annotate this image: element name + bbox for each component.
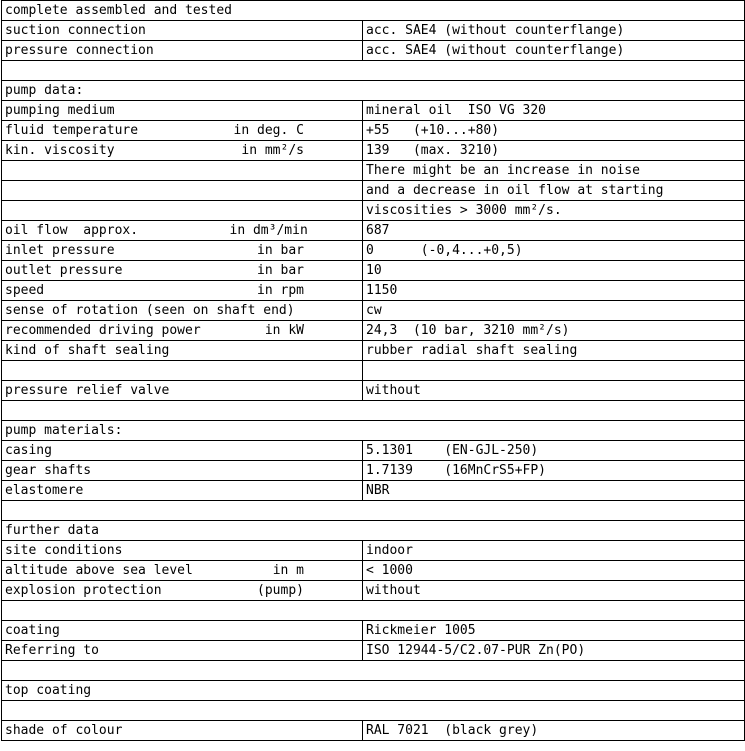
section-cell: pump data: <box>2 81 745 101</box>
section-cell <box>2 661 745 681</box>
row-unit <box>227 361 363 381</box>
row-value: and a decrease in oil flow at starting <box>363 181 745 201</box>
row-unit <box>227 21 363 41</box>
row-value: RAL 7021 (black grey) <box>363 721 745 741</box>
row-value: NBR <box>363 481 745 501</box>
row-label: pressure connection <box>2 41 227 61</box>
specification-table <box>1 0 745 741</box>
table-row <box>2 721 745 741</box>
table-row <box>2 321 745 341</box>
row-label: oil flow approx. <box>2 221 227 241</box>
row-unit <box>227 721 363 741</box>
row-value: acc. SAE4 (without counterflange) <box>363 21 745 41</box>
row-value: 0 (-0,4...+0,5) <box>363 241 745 261</box>
table-row <box>2 221 745 241</box>
row-unit: in kW <box>227 321 363 341</box>
row-value: ISO 12944-5/C2.07-PUR Zn(PO) <box>363 641 745 661</box>
table-row <box>2 81 745 101</box>
row-unit <box>227 201 363 221</box>
table-row <box>2 241 745 261</box>
row-value: 5.1301 (EN-GJL-250) <box>363 441 745 461</box>
section-cell <box>2 501 745 521</box>
row-unit <box>227 481 363 501</box>
specification-table-body <box>2 1 745 741</box>
row-value: There might be an increase in noise <box>363 161 745 181</box>
table-row <box>2 701 745 721</box>
row-label: speed <box>2 281 227 301</box>
row-unit: in mm²/s <box>227 141 363 161</box>
row-value: 10 <box>363 261 745 281</box>
row-unit <box>227 461 363 481</box>
row-label: kin. viscosity <box>2 141 227 161</box>
table-row <box>2 421 745 441</box>
table-row <box>2 61 745 81</box>
table-row <box>2 521 745 541</box>
table-row <box>2 601 745 621</box>
table-row <box>2 261 745 281</box>
row-unit <box>227 181 363 201</box>
row-label: pressure relief valve <box>2 381 227 401</box>
table-row <box>2 281 745 301</box>
row-value: < 1000 <box>363 561 745 581</box>
table-row <box>2 541 745 561</box>
table-row <box>2 201 745 221</box>
row-label: recommended driving power <box>2 321 227 341</box>
row-label: fluid temperature <box>2 121 227 141</box>
table-row <box>2 21 745 41</box>
row-label <box>2 361 227 381</box>
section-cell: top coating <box>2 681 745 701</box>
section-cell: further data <box>2 521 745 541</box>
table-row <box>2 41 745 61</box>
table-row <box>2 361 745 381</box>
row-unit <box>227 641 363 661</box>
row-label: explosion protection <box>2 581 227 601</box>
table-row <box>2 341 745 361</box>
row-unit <box>227 381 363 401</box>
row-unit <box>227 41 363 61</box>
table-row <box>2 461 745 481</box>
table-row <box>2 661 745 681</box>
row-unit <box>227 101 363 121</box>
row-label: inlet pressure <box>2 241 227 261</box>
row-value: acc. SAE4 (without counterflange) <box>363 41 745 61</box>
table-row <box>2 481 745 501</box>
row-value: mineral oil ISO VG 320 <box>363 101 745 121</box>
row-unit: in bar <box>227 241 363 261</box>
table-row <box>2 581 745 601</box>
row-value: Rickmeier 1005 <box>363 621 745 641</box>
section-cell <box>2 601 745 621</box>
row-value: 24,3 (10 bar, 3210 mm²/s) <box>363 321 745 341</box>
section-cell <box>2 401 745 421</box>
table-row <box>2 301 745 321</box>
row-unit <box>227 341 363 361</box>
row-value: rubber radial shaft sealing <box>363 341 745 361</box>
row-unit: in m <box>227 561 363 581</box>
row-unit <box>227 621 363 641</box>
table-row <box>2 621 745 641</box>
row-label: elastomere <box>2 481 227 501</box>
section-cell: complete assembled and tested <box>2 1 745 21</box>
section-cell: pump materials: <box>2 421 745 441</box>
row-value: indoor <box>363 541 745 561</box>
row-label <box>2 161 227 181</box>
table-row <box>2 1 745 21</box>
table-row <box>2 641 745 661</box>
row-value: 1.7139 (16MnCrS5+FP) <box>363 461 745 481</box>
row-value: viscosities > 3000 mm²/s. <box>363 201 745 221</box>
row-label <box>2 181 227 201</box>
table-row <box>2 141 745 161</box>
row-value: without <box>363 581 745 601</box>
section-cell <box>2 61 745 81</box>
row-value: 1150 <box>363 281 745 301</box>
row-unit: in bar <box>227 261 363 281</box>
table-row <box>2 181 745 201</box>
table-row <box>2 381 745 401</box>
row-label: sense of rotation (seen on shaft end) <box>2 301 227 321</box>
row-value: 139 (max. 3210) <box>363 141 745 161</box>
table-row <box>2 561 745 581</box>
row-value: cw <box>363 301 745 321</box>
row-label: Referring to <box>2 641 227 661</box>
row-unit <box>227 541 363 561</box>
table-row <box>2 121 745 141</box>
row-value: 687 <box>363 221 745 241</box>
row-label: suction connection <box>2 21 227 41</box>
row-unit: (pump) <box>227 581 363 601</box>
row-label: gear shafts <box>2 461 227 481</box>
table-row <box>2 101 745 121</box>
table-row <box>2 161 745 181</box>
row-label: kind of shaft sealing <box>2 341 227 361</box>
row-unit <box>227 441 363 461</box>
row-label <box>2 201 227 221</box>
row-label: shade of colour <box>2 721 227 741</box>
table-row <box>2 681 745 701</box>
row-unit: in dm³/min <box>227 221 363 241</box>
row-value <box>363 361 745 381</box>
row-unit: in rpm <box>227 281 363 301</box>
row-unit <box>227 161 363 181</box>
row-unit: in deg. C <box>227 121 363 141</box>
table-row <box>2 501 745 521</box>
row-label: site conditions <box>2 541 227 561</box>
table-row <box>2 441 745 461</box>
row-value: +55 (+10...+80) <box>363 121 745 141</box>
section-cell <box>2 701 745 721</box>
table-row <box>2 401 745 421</box>
row-label: casing <box>2 441 227 461</box>
row-value: without <box>363 381 745 401</box>
row-label: pumping medium <box>2 101 227 121</box>
row-label: altitude above sea level <box>2 561 227 581</box>
row-label: coating <box>2 621 227 641</box>
row-label: outlet pressure <box>2 261 227 281</box>
